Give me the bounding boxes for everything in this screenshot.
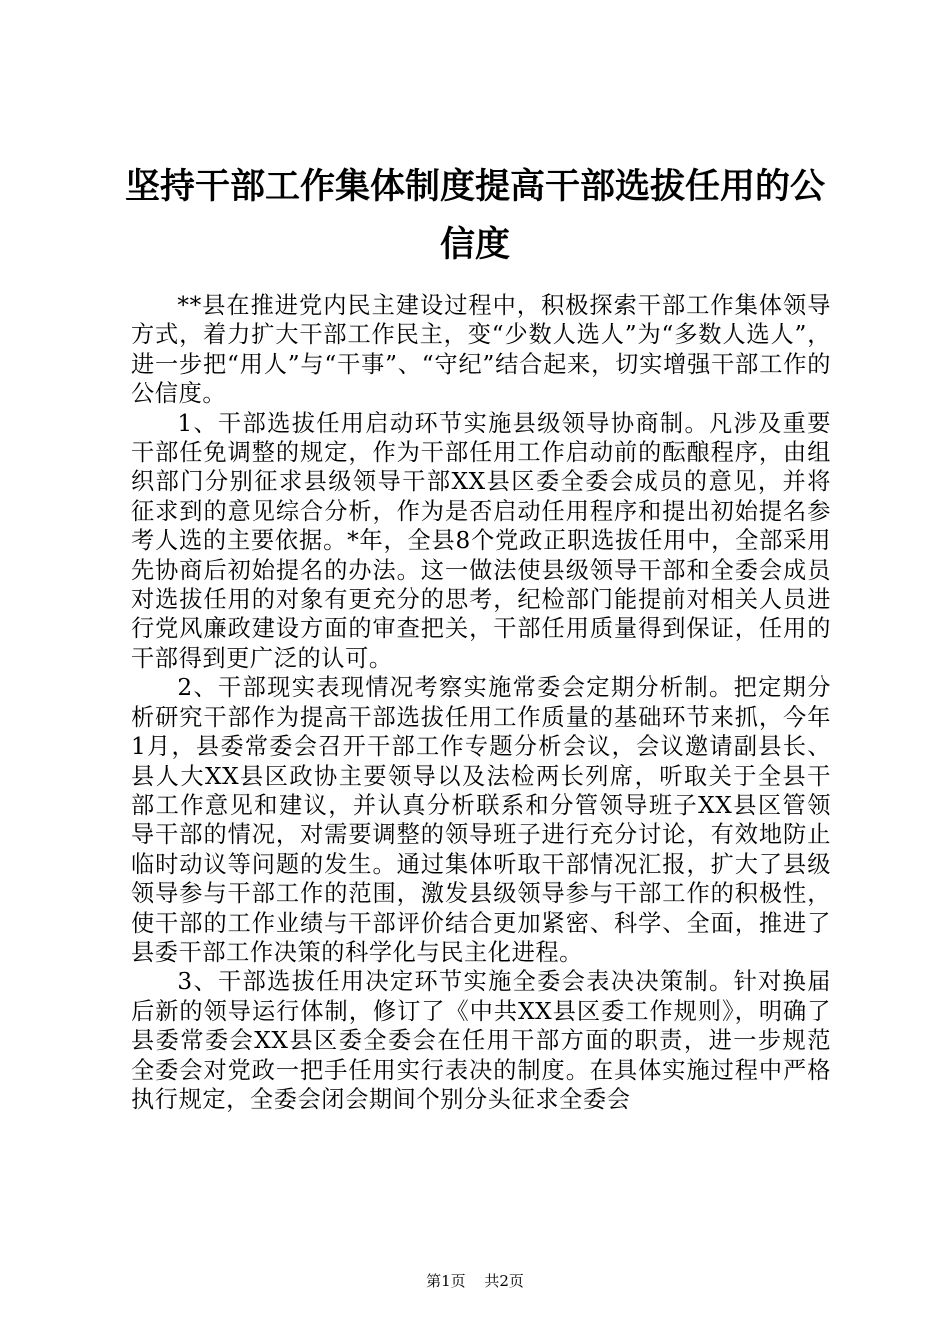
section-2-paragraph: 2、干部现实表现情况考察实施常委会定期分析制。把定期分析研究干部作为提高干部选拔任用工作质量的基础环节来抓，今年1月，县委常委会召开干部工作专题分析会议，会议邀请副县长、县人大XX县区政协主要领导以及法检两长列席，听取关于全县干部工作意见和建议，并认真分析联系和分管领导班子XX县区管领导干部的情况，对需要调整的领导班子进行充分讨论，有效地防止临时动议等问题的发生。通过集体听取干部情况汇报，扩大了县级领导参与干部工作的范围，激发县级领导参与干部工作的积极性，使干部的工作业绩与干部评价结合更加紧密、科学、全面，推进了县委干部工作决策的科学化与民主化进程。: [131, 674, 831, 966]
page-footer: [0, 1271, 950, 1291]
document-title: 坚持干部工作集体制度提高干部选拔任用的公信度: [124, 167, 825, 265]
page-total: 共2页: [484, 1272, 524, 1290]
document-body: [131, 291, 831, 1114]
intro-paragraph: **县在推进党内民主建设过程中，积极探索干部工作集体领导方式，着力扩大干部工作民主，变“少数人选人”为“多数人选人”，进一步把“用人”与“干事”、“守纪”结合起来，切实增强干部工作的公信度。: [131, 292, 831, 408]
section-1-paragraph: 1、干部选拔任用启动环节实施县级领导协商制。凡涉及重要干部任免调整的规定，作为干部任用工作启动前的酝酿程序，由组织部门分别征求县级领导干部XX县区委全委会成员的意见，并将征求到的意见综合分析，作为是否启动任用程序和提出初始提名参考人选的主要依据。*年，全县8个党政正职选拔任用中，全部采用先协商后初始提名的办法。这一做法使县级领导干部和全委会成员对选拔任用的对象有更充分的思考，纪检部门能提前对相关人员进行党风廉政建设方面的审查把关，干部任用质量得到保证，任用的干部得到更广泛的认可。: [131, 409, 831, 672]
page-number: 第1页: [426, 1272, 466, 1290]
section-3-paragraph: 3、干部选拔任用决定环节实施全委会表决决策制。针对换届后新的领导运行体制，修订了《中共XX县区委工作规则》，明确了县委常委会XX县区委全委会在任用干部方面的职责，进一步规范全委会对党政一把手任用实行表决的制度。在具体实施过程中严格执行规定，全委会闭会期间个别分头征求全委会: [131, 968, 831, 1113]
